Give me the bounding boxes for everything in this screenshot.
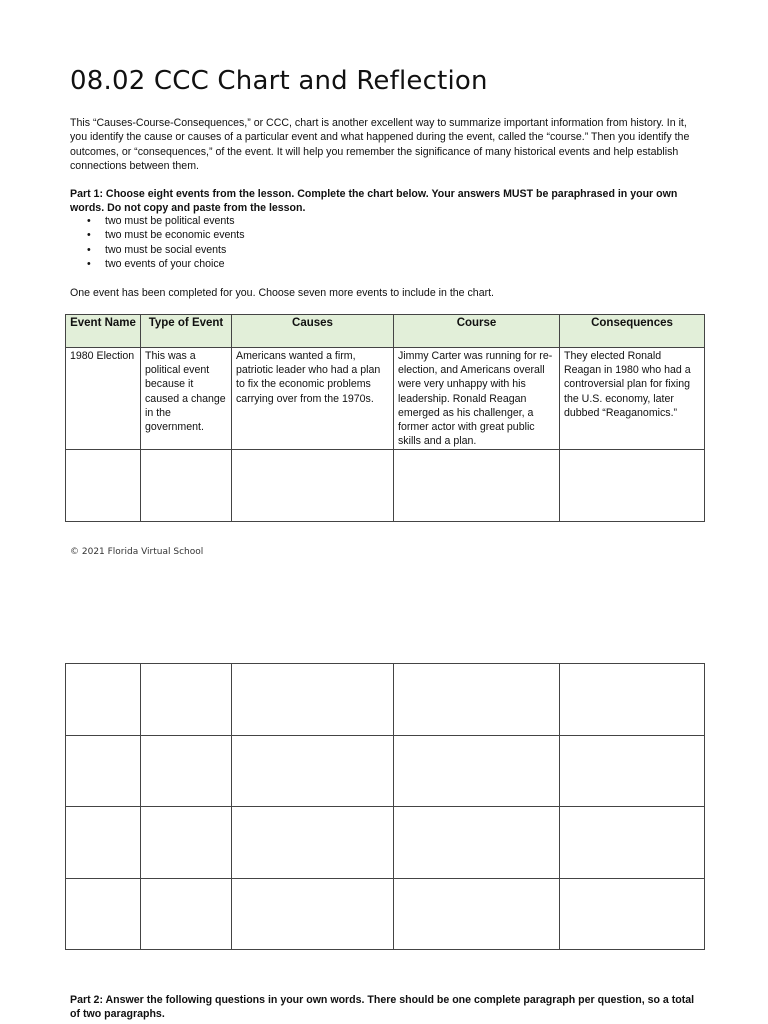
empty-cell[interactable] — [141, 450, 232, 522]
cell-causes: Americans wanted a firm, patriotic leader who had a plan to fix the economic problems carrying over from the 1970s. — [232, 348, 394, 450]
header-course: Course — [394, 315, 560, 348]
list-item — [70, 257, 245, 271]
empty-cell[interactable] — [232, 807, 394, 879]
empty-cell[interactable] — [141, 807, 232, 879]
table-row-example — [66, 348, 705, 450]
empty-cell[interactable] — [141, 736, 232, 807]
bullet-icon: • — [87, 229, 91, 242]
empty-cell[interactable] — [394, 807, 560, 879]
empty-cell[interactable] — [560, 736, 705, 807]
empty-cell[interactable] — [66, 879, 141, 950]
list-item-text: two must be economic events — [105, 229, 245, 242]
empty-cell[interactable] — [141, 664, 232, 736]
table-row-empty — [66, 879, 705, 950]
header-causes: Causes — [232, 315, 394, 348]
empty-cell[interactable] — [394, 450, 560, 522]
empty-cell[interactable] — [66, 664, 141, 736]
empty-cell[interactable] — [232, 450, 394, 522]
completed-event-note: One event has been completed for you. Choose seven more events to include in the chart. — [70, 287, 495, 299]
copyright-footer: © 2021 Florida Virtual School — [70, 547, 204, 557]
table-row-empty — [66, 807, 705, 879]
bullet-icon: • — [87, 258, 91, 271]
header-consequences: Consequences — [560, 315, 705, 348]
empty-cell[interactable] — [394, 736, 560, 807]
empty-cell[interactable] — [560, 664, 705, 736]
list-item-text: two must be social events — [105, 243, 227, 256]
part2-instructions: Part 2: Answer the following questions in your own words. There should be one complete paragraph per question, so a total of two paragraphs. — [70, 994, 695, 1021]
empty-cell[interactable] — [560, 450, 705, 522]
list-item — [70, 243, 245, 257]
header-event-name: Event Name — [66, 315, 141, 348]
empty-cell[interactable] — [232, 664, 394, 736]
empty-cell[interactable] — [560, 807, 705, 879]
part1-instructions: Part 1: Choose eight events from the lesson. Complete the chart below. Your answers MUST be paraphrased in your own words. Do not copy and paste from the lesson. — [70, 188, 678, 215]
empty-cell[interactable] — [66, 736, 141, 807]
cell-type-of-event: This was a political event because it caused a change in the government. — [141, 348, 232, 450]
bullet-icon: • — [87, 215, 91, 227]
list-item — [70, 214, 245, 228]
ccc-chart-table-continued — [65, 663, 705, 950]
cell-course: Jimmy Carter was running for re-election, and Americans overall were very unhappy with his leadership. Ronald Reagan emerged as his challenger, a former actor with great public skills and a plan. — [394, 348, 560, 450]
empty-cell[interactable] — [232, 879, 394, 950]
list-item — [70, 228, 245, 242]
table-row-empty — [66, 450, 705, 522]
event-requirements-list — [70, 214, 245, 272]
empty-cell[interactable] — [560, 879, 705, 950]
empty-cell[interactable] — [66, 450, 141, 522]
ccc-chart-table — [65, 314, 705, 522]
page-title: 08.02 CCC Chart and Reflection — [70, 66, 488, 96]
empty-cell[interactable] — [394, 879, 560, 950]
cell-event-name: 1980 Election — [66, 348, 141, 450]
cell-consequences: They elected Ronald Reagan in 1980 who had a controversial plan for fixing the U.S. economy, later dubbed “Reaganomics.” — [560, 348, 705, 450]
list-item-text: two events of your choice — [105, 258, 225, 271]
list-item-text: two must be political events — [105, 215, 235, 227]
table-row-empty — [66, 664, 705, 736]
bullet-icon: • — [87, 243, 91, 256]
table-row-empty — [66, 736, 705, 807]
intro-paragraph: This “Causes-Course-Consequences,” or CCC, chart is another excellent way to summarize important information from history. In it, you identify the cause or causes of a particular event and what happened during the event, called the “course.” Then you identify the outcomes, or “consequences,” of the event. It will help you remember the significance of many historical events and help establish connections between them. — [70, 117, 690, 173]
table-header-row — [66, 315, 705, 348]
empty-cell[interactable] — [66, 807, 141, 879]
header-type-of-event: Type of Event — [141, 315, 232, 348]
empty-cell[interactable] — [232, 736, 394, 807]
empty-cell[interactable] — [394, 664, 560, 736]
empty-cell[interactable] — [141, 879, 232, 950]
